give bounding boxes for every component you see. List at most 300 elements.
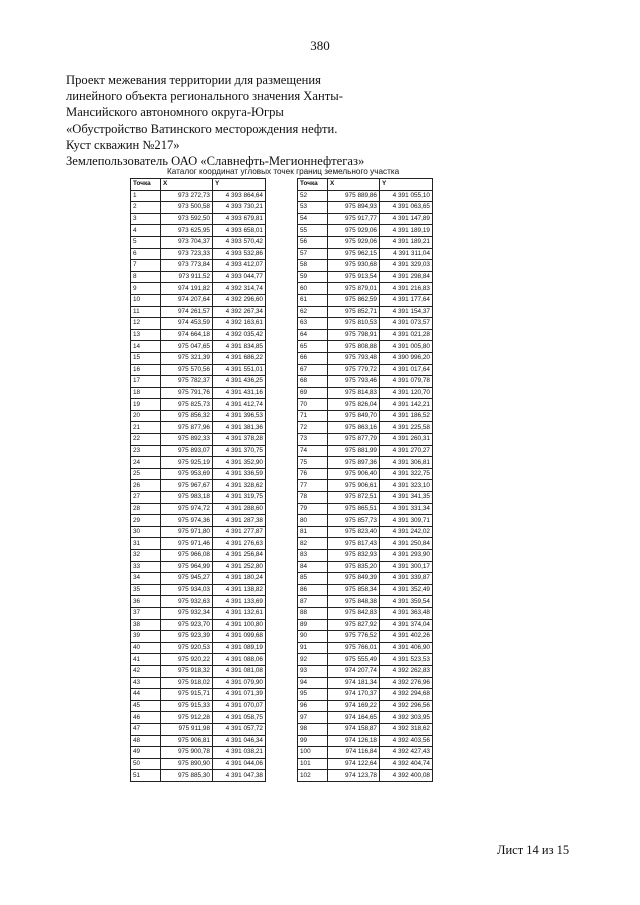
table-row (131, 770, 266, 782)
cell-point: 86 (298, 584, 328, 596)
cell-point: 27 (131, 492, 161, 504)
cell-y: 4 391 021,28 (380, 329, 433, 341)
cell-x: 975 925,19 (161, 457, 213, 469)
column-header-y: Y (213, 179, 266, 191)
cell-point: 10 (131, 294, 161, 306)
cell-x: 974 207,64 (161, 294, 213, 306)
cell-x: 975 894,93 (328, 202, 380, 214)
table-row (131, 492, 266, 504)
cell-x: 975 932,34 (161, 607, 213, 619)
cell-y: 4 391 834,85 (213, 341, 266, 353)
cell-point: 11 (131, 306, 161, 318)
table-row (298, 248, 433, 260)
cell-x: 975 929,06 (328, 236, 380, 248)
cell-point: 82 (298, 538, 328, 550)
cell-point: 13 (131, 329, 161, 341)
table-row (298, 700, 433, 712)
cell-y: 4 391 322,75 (380, 468, 433, 480)
cell-x: 975 827,92 (328, 619, 380, 631)
cell-point: 55 (298, 225, 328, 237)
cell-point: 3 (131, 213, 161, 225)
cell-point: 57 (298, 248, 328, 260)
cell-point: 60 (298, 283, 328, 295)
document-header (66, 72, 526, 169)
cell-x: 975 047,65 (161, 341, 213, 353)
cell-x: 975 798,91 (328, 329, 380, 341)
table-row (298, 352, 433, 364)
cell-point: 38 (131, 619, 161, 631)
cell-y: 4 391 017,64 (380, 364, 433, 376)
cell-y: 4 391 319,75 (213, 492, 266, 504)
cell-y: 4 393 730,21 (213, 202, 266, 214)
cell-y: 4 391 363,48 (380, 607, 433, 619)
cell-x: 975 858,34 (328, 584, 380, 596)
cell-y: 4 391 189,19 (380, 225, 433, 237)
cell-x: 975 945,27 (161, 573, 213, 585)
cell-x: 975 915,33 (161, 700, 213, 712)
cell-point: 100 (298, 747, 328, 759)
cell-y: 4 390 996,20 (380, 352, 433, 364)
cell-point: 88 (298, 607, 328, 619)
cell-y: 4 392 404,74 (380, 758, 433, 770)
cell-y: 4 391 044,06 (213, 758, 266, 770)
table-row (298, 260, 433, 272)
cell-x: 974 169,22 (328, 700, 380, 712)
cell-point: 22 (131, 434, 161, 446)
cell-x: 975 906,40 (328, 468, 380, 480)
cell-point: 31 (131, 538, 161, 550)
cell-y: 4 391 402,26 (380, 631, 433, 643)
cell-point: 8 (131, 271, 161, 283)
cell-point: 34 (131, 573, 161, 585)
cell-y: 4 391 551,01 (213, 364, 266, 376)
cell-point: 83 (298, 550, 328, 562)
table-row (298, 294, 433, 306)
cell-y: 4 391 089,19 (213, 642, 266, 654)
table-row (298, 225, 433, 237)
cell-x: 975 877,96 (161, 422, 213, 434)
cell-y: 4 392 276,96 (380, 677, 433, 689)
cell-point: 58 (298, 260, 328, 272)
cell-x: 975 877,79 (328, 434, 380, 446)
cell-x: 975 906,81 (161, 735, 213, 747)
table-row (131, 735, 266, 747)
cell-y: 4 391 058,75 (213, 712, 266, 724)
cell-x: 975 890,90 (161, 758, 213, 770)
cell-x: 975 920,22 (161, 654, 213, 666)
cell-point: 52 (298, 190, 328, 202)
cell-x: 974 261,57 (161, 306, 213, 318)
cell-y: 4 393 412,07 (213, 260, 266, 272)
table-row (131, 213, 266, 225)
cell-x: 975 929,06 (328, 225, 380, 237)
table-row (298, 468, 433, 480)
table-row (131, 248, 266, 260)
cell-y: 4 391 277,87 (213, 526, 266, 538)
cell-y: 4 391 177,64 (380, 294, 433, 306)
table-row (131, 665, 266, 677)
cell-x: 975 814,83 (328, 387, 380, 399)
cell-y: 4 392 035,42 (213, 329, 266, 341)
cell-x: 974 191,82 (161, 283, 213, 295)
cell-x: 973 773,84 (161, 260, 213, 272)
cell-x: 975 966,08 (161, 550, 213, 562)
cell-x: 975 810,53 (328, 318, 380, 330)
cell-point: 91 (298, 642, 328, 654)
table-row (131, 306, 266, 318)
cell-x: 975 918,02 (161, 677, 213, 689)
cell-point: 87 (298, 596, 328, 608)
cell-point: 41 (131, 654, 161, 666)
cell-x: 975 885,30 (161, 770, 213, 782)
cell-x: 975 923,70 (161, 619, 213, 631)
cell-point: 85 (298, 573, 328, 585)
column-header-x: X (328, 179, 380, 191)
table-row (131, 434, 266, 446)
cell-point: 33 (131, 561, 161, 573)
table-row (298, 480, 433, 492)
cell-point: 14 (131, 341, 161, 353)
cell-point: 61 (298, 294, 328, 306)
cell-point: 37 (131, 607, 161, 619)
cell-x: 975 879,01 (328, 283, 380, 295)
table-row (298, 457, 433, 469)
table-row (131, 758, 266, 770)
cell-x: 975 782,37 (161, 376, 213, 388)
cell-y: 4 391 147,89 (380, 213, 433, 225)
cell-y: 4 391 047,38 (213, 770, 266, 782)
cell-point: 46 (131, 712, 161, 724)
cell-point: 72 (298, 422, 328, 434)
cell-point: 7 (131, 260, 161, 272)
cell-x: 975 835,20 (328, 561, 380, 573)
cell-point: 63 (298, 318, 328, 330)
cell-point: 20 (131, 410, 161, 422)
cell-x: 975 817,43 (328, 538, 380, 550)
cell-x: 974 181,34 (328, 677, 380, 689)
cell-y: 4 392 318,62 (380, 723, 433, 735)
cell-y: 4 391 293,90 (380, 550, 433, 562)
cell-y: 4 391 079,90 (213, 677, 266, 689)
cell-y: 4 391 070,07 (213, 700, 266, 712)
header-line: Проект межевания территории для размещения (66, 73, 321, 87)
table-row (131, 260, 266, 272)
header-line: Мансийского автономного округа-Югры (66, 105, 284, 120)
cell-x: 974 122,64 (328, 758, 380, 770)
cell-y: 4 391 142,21 (380, 399, 433, 411)
table-row (131, 318, 266, 330)
cell-y: 4 391 370,75 (213, 445, 266, 457)
cell-point: 9 (131, 283, 161, 295)
column-header-x: X (161, 179, 213, 191)
cell-point: 44 (131, 689, 161, 701)
cell-x: 973 911,52 (161, 271, 213, 283)
cell-point: 5 (131, 236, 161, 248)
cell-point: 28 (131, 503, 161, 515)
cell-y: 4 391 081,08 (213, 665, 266, 677)
cell-point: 45 (131, 700, 161, 712)
cell-y: 4 392 262,83 (380, 665, 433, 677)
cell-x: 973 592,50 (161, 213, 213, 225)
cell-point: 15 (131, 352, 161, 364)
cell-x: 975 911,98 (161, 723, 213, 735)
header-line: Землепользователь ОАО «Славнефть-Мегионнефтегаз» (66, 154, 365, 169)
cell-x: 975 321,39 (161, 352, 213, 364)
cell-x: 974 123,78 (328, 770, 380, 782)
cell-x: 975 852,71 (328, 306, 380, 318)
table-row (131, 747, 266, 759)
cell-y: 4 391 336,59 (213, 468, 266, 480)
cell-point: 102 (298, 770, 328, 782)
cell-point: 77 (298, 480, 328, 492)
cell-x: 975 865,51 (328, 503, 380, 515)
cell-y: 4 391 079,78 (380, 376, 433, 388)
cell-y: 4 391 331,34 (380, 503, 433, 515)
table-row (131, 607, 266, 619)
cell-point: 95 (298, 689, 328, 701)
cell-y: 4 392 400,08 (380, 770, 433, 782)
table-row (131, 271, 266, 283)
cell-point: 48 (131, 735, 161, 747)
cell-x: 975 918,32 (161, 665, 213, 677)
cell-point: 29 (131, 515, 161, 527)
catalog-title: Каталог координат угловых точек границ земельного участка (167, 167, 400, 176)
cell-point: 6 (131, 248, 161, 260)
cell-y: 4 391 138,82 (213, 584, 266, 596)
table-row (131, 387, 266, 399)
cell-y: 4 391 071,39 (213, 689, 266, 701)
cell-point: 12 (131, 318, 161, 330)
table-row (131, 642, 266, 654)
cell-y: 4 391 300,17 (380, 561, 433, 573)
cell-y: 4 391 225,58 (380, 422, 433, 434)
table-row (298, 689, 433, 701)
table-row (131, 352, 266, 364)
cell-point: 25 (131, 468, 161, 480)
table-row (298, 434, 433, 446)
cell-x: 974 453,59 (161, 318, 213, 330)
cell-x: 975 863,16 (328, 422, 380, 434)
cell-y: 4 391 412,74 (213, 399, 266, 411)
cell-point: 39 (131, 631, 161, 643)
cell-point: 24 (131, 457, 161, 469)
table-row (131, 712, 266, 724)
cell-point: 70 (298, 399, 328, 411)
cell-point: 68 (298, 376, 328, 388)
cell-y: 4 391 252,80 (213, 561, 266, 573)
cell-y: 4 391 186,52 (380, 410, 433, 422)
cell-y: 4 391 374,04 (380, 619, 433, 631)
cell-y: 4 391 287,38 (213, 515, 266, 527)
cell-point: 93 (298, 665, 328, 677)
cell-point: 1 (131, 190, 161, 202)
cell-y: 4 391 063,65 (380, 202, 433, 214)
header-line: «Обустройство Ватинского месторождения нефти. (66, 121, 338, 136)
cell-y: 4 391 133,69 (213, 596, 266, 608)
table-row (298, 561, 433, 573)
table-row (131, 190, 266, 202)
cell-x: 975 953,69 (161, 468, 213, 480)
cell-y: 4 391 298,84 (380, 271, 433, 283)
table-row (298, 271, 433, 283)
cell-x: 975 856,32 (161, 410, 213, 422)
cell-point: 4 (131, 225, 161, 237)
cell-x: 975 897,36 (328, 457, 380, 469)
cell-x: 974 158,87 (328, 723, 380, 735)
cell-point: 92 (298, 654, 328, 666)
cell-point: 69 (298, 387, 328, 399)
cell-y: 4 391 352,90 (213, 457, 266, 469)
cell-point: 94 (298, 677, 328, 689)
cell-y: 4 391 359,54 (380, 596, 433, 608)
cell-x: 975 974,36 (161, 515, 213, 527)
table-header-row (131, 179, 266, 191)
cell-y: 4 391 323,10 (380, 480, 433, 492)
cell-y: 4 391 073,57 (380, 318, 433, 330)
cell-y: 4 393 044,77 (213, 271, 266, 283)
table-row (131, 550, 266, 562)
cell-point: 84 (298, 561, 328, 573)
cell-point: 53 (298, 202, 328, 214)
cell-point: 76 (298, 468, 328, 480)
cell-point: 49 (131, 747, 161, 759)
cell-x: 975 930,68 (328, 260, 380, 272)
cell-y: 4 391 431,16 (213, 387, 266, 399)
cell-y: 4 392 303,95 (380, 712, 433, 724)
table-row (131, 584, 266, 596)
cell-x: 975 555,49 (328, 654, 380, 666)
cell-point: 42 (131, 665, 161, 677)
cell-y: 4 391 436,25 (213, 376, 266, 388)
table-row (131, 538, 266, 550)
table-row (298, 503, 433, 515)
cell-x: 975 893,07 (161, 445, 213, 457)
cell-point: 65 (298, 341, 328, 353)
cell-point: 51 (131, 770, 161, 782)
table-row (131, 457, 266, 469)
cell-y: 4 392 314,74 (213, 283, 266, 295)
cell-y: 4 391 180,24 (213, 573, 266, 585)
cell-x: 975 848,38 (328, 596, 380, 608)
cell-y: 4 391 154,37 (380, 306, 433, 318)
table-row (298, 422, 433, 434)
table-row (298, 735, 433, 747)
cell-y: 4 391 306,81 (380, 457, 433, 469)
cell-y: 4 391 406,90 (380, 642, 433, 654)
cell-x: 973 723,33 (161, 248, 213, 260)
cell-point: 23 (131, 445, 161, 457)
table-row (131, 573, 266, 585)
table-row (298, 607, 433, 619)
cell-x: 974 126,18 (328, 735, 380, 747)
table-row (298, 596, 433, 608)
cell-y: 4 391 276,63 (213, 538, 266, 550)
table-row (298, 538, 433, 550)
cell-y: 4 391 005,80 (380, 341, 433, 353)
cell-x: 975 872,51 (328, 492, 380, 504)
cell-y: 4 392 267,34 (213, 306, 266, 318)
table-row (298, 190, 433, 202)
cell-point: 47 (131, 723, 161, 735)
table-row (131, 236, 266, 248)
cell-y: 4 391 055,10 (380, 190, 433, 202)
table-row (131, 654, 266, 666)
table-row (131, 468, 266, 480)
table-row (131, 503, 266, 515)
cell-y: 4 391 088,06 (213, 654, 266, 666)
table-row (131, 283, 266, 295)
table-row (298, 364, 433, 376)
cell-point: 81 (298, 526, 328, 538)
cell-point: 50 (131, 758, 161, 770)
cell-y: 4 391 100,80 (213, 619, 266, 631)
table-row (298, 631, 433, 643)
table-row (298, 584, 433, 596)
cell-y: 4 391 270,27 (380, 445, 433, 457)
cell-x: 975 913,54 (328, 271, 380, 283)
cell-y: 4 392 296,60 (213, 294, 266, 306)
table-row (131, 364, 266, 376)
cell-point: 16 (131, 364, 161, 376)
coordinates-table-right (297, 178, 433, 782)
cell-y: 4 392 403,56 (380, 735, 433, 747)
cell-point: 2 (131, 202, 161, 214)
cell-y: 4 391 038,21 (213, 747, 266, 759)
table-row (298, 213, 433, 225)
table-row (298, 376, 433, 388)
cell-x: 975 793,48 (328, 352, 380, 364)
cell-x: 975 917,77 (328, 213, 380, 225)
table-row (131, 376, 266, 388)
cell-x: 973 500,58 (161, 202, 213, 214)
table-row (298, 492, 433, 504)
cell-y: 4 391 216,83 (380, 283, 433, 295)
cell-point: 89 (298, 619, 328, 631)
cell-point: 18 (131, 387, 161, 399)
cell-point: 56 (298, 236, 328, 248)
cell-point: 35 (131, 584, 161, 596)
cell-x: 974 164,65 (328, 712, 380, 724)
cell-y: 4 391 288,60 (213, 503, 266, 515)
cell-y: 4 391 250,84 (380, 538, 433, 550)
cell-x: 975 849,39 (328, 573, 380, 585)
cell-x: 975 826,04 (328, 399, 380, 411)
cell-point: 59 (298, 271, 328, 283)
table-row (131, 631, 266, 643)
table-row (131, 561, 266, 573)
cell-y: 4 391 329,03 (380, 260, 433, 272)
table-row (131, 202, 266, 214)
cell-x: 975 832,93 (328, 550, 380, 562)
cell-x: 973 272,73 (161, 190, 213, 202)
cell-point: 73 (298, 434, 328, 446)
cell-y: 4 391 057,72 (213, 723, 266, 735)
cell-x: 974 116,84 (328, 747, 380, 759)
table-row (298, 329, 433, 341)
table-row (298, 410, 433, 422)
cell-y: 4 391 132,61 (213, 607, 266, 619)
cell-x: 975 932,63 (161, 596, 213, 608)
cell-x: 975 967,67 (161, 480, 213, 492)
cell-y: 4 391 242,02 (380, 526, 433, 538)
cell-y: 4 391 189,21 (380, 236, 433, 248)
cell-x: 975 889,86 (328, 190, 380, 202)
table-row (131, 689, 266, 701)
cell-point: 40 (131, 642, 161, 654)
table-row (298, 642, 433, 654)
table-row (298, 677, 433, 689)
cell-y: 4 391 309,71 (380, 515, 433, 527)
